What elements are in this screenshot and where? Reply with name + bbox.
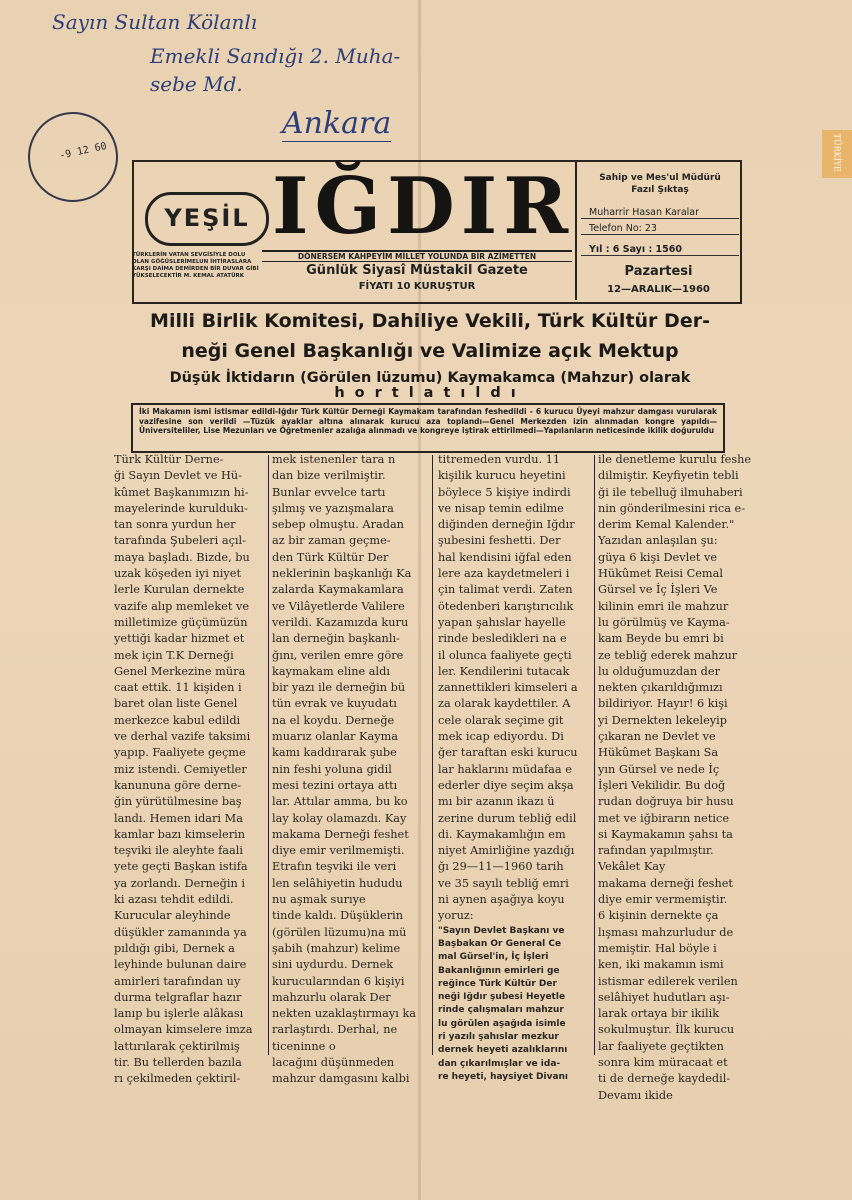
article-line: pıldığı gibi, Dernek a [114,941,235,955]
column-rule [594,455,595,1055]
article-line: nu aşmak surıye [272,893,366,907]
article-line: za olarak kaydettiler. A [438,697,571,711]
quoted-notice-line: dan çıkarılmışlar ve ida- [438,1058,561,1069]
article-line: rudan doğruya bir husu [598,795,734,809]
article-line: lere aza kaydetmeleri i [438,567,570,581]
postmark-stamp [20,104,127,211]
article-line: yete geçti Başkan istifa [114,860,248,874]
article-line: istismar edilerek verilen [598,974,738,988]
publication-info [575,160,740,300]
article-line: amirleri tarafından uy [114,974,241,988]
owner-title: Sahip ve Mes'ul Müdürü [599,173,721,183]
article-line: tarafında Şubeleri açıl- [114,534,246,548]
quoted-notice-line: ri yazılı şahıslar mezkur [438,1031,559,1042]
article-line: muarız olanlar Kayma [272,730,399,744]
article-line: Yazıdan anlaşılan şu: [598,534,718,548]
issue-day: Pazartesi [624,264,693,279]
article-line: ze tebliğ ederek mahzur [598,648,738,662]
ataturk-motto: TÜRKLERİN VATAN SEVGİSİYLE DOLU OLAN GÖĞÜSLERİMELUN İHTİRASLARA KARŞI DAİMA DEMİRDEN BİR DUVAR GİBİ YÜKSELECEKTİR M. KEMAL ATATÜRK [132,252,259,279]
editor-info: Muharrir Hasan Karalar [581,207,739,219]
article-line: bildiriyor. Hayır! 6 kişi [598,697,728,711]
article-line: az bir zaman geçme- [272,534,391,548]
article-line: güya 6 kişi Devlet ve [598,550,718,564]
article-line: den Türk Kültür Der [272,550,389,564]
quoted-notice-line: "Sayın Devlet Başkanı ve [438,925,565,936]
article-line: ya zorlandı. Derneğin i [114,876,245,890]
article-line: diye emir vermemiştir. [598,893,728,907]
article-line: şabih (mahzur) kelime [272,941,401,955]
article-line: kurucularından 6 kişiyi [272,974,405,988]
article-line: ğı 29—11—1960 tarih [438,860,564,874]
quoted-notice-line: Başbakan Or General Ce [438,938,562,949]
quoted-notice-line: neği Iğdır şubesi Heyetle [438,992,566,1003]
article-line: ile denetleme kurulu feshe [598,453,752,466]
article-line: rarlaştırdı. Derhal, ne [272,1023,398,1037]
article-line: tir. Bu tellerden bazıla [114,1055,242,1069]
article-line: makama Derneği feshet [272,827,409,841]
article-line: mek istenenler tara n [272,453,396,466]
article-line: lışması mahzurludur de [598,925,734,939]
quoted-notice-line: reğince Türk Kültür Der [438,978,557,989]
article-line: larak ortaya bir ikilik [598,1007,720,1021]
article-line: mahzurlu olarak Der [272,990,391,1004]
article-line: ğını, verilen emre göre [272,648,404,662]
article-line: kilinin emri ile mahzur [598,599,729,613]
article-line: nin gönderilmesini rica e- [598,501,746,515]
price-line: FİYATI 10 KURUŞTUR [358,281,476,292]
article-line: ederler diye seçim akşa [438,778,574,792]
article-line: çıkaran ne Devlet ve [598,730,716,744]
article-line: ğer taraftan eski kurucu [438,746,578,760]
article-line: ği Sayın Devlet ve Hü- [114,469,242,483]
article-line: yapıp. Faaliyete geçme [114,746,246,760]
postage-stamp [822,130,852,178]
article-line: ken, iki makamın ismi [598,958,724,972]
article-line: ve derhal vazife taksimi [114,730,251,744]
article-line: Hükûmet Reisi Cemal [598,567,723,581]
article-line: sini uydurdu. Dernek [272,958,394,972]
article-line: ticeninne o [272,1039,336,1053]
article-line: lacağını düşünmeden [272,1055,395,1069]
handwritten-city: Ankara [282,106,392,141]
article-line: il olunca faaliyete geçti [438,648,572,662]
column-rule [268,455,269,1055]
article-line: dan bize verilmiştir. [272,469,386,483]
article-line: nin feshi yoluna gidil [272,762,392,776]
article-line: Hükûmet Başkanı Sa [598,746,719,760]
article-line: lar. Attılar amma, bu ko [272,795,408,809]
article-line: yın Gürsel ve nede İç [598,762,720,776]
article-line: si Kaymakamın şahsı ta [598,827,733,841]
article-line: kam Beyde bu emri bi [598,632,724,646]
article-line: kamı kaddırarak şube [272,746,397,760]
article-line: kaymakam eline aldı [272,664,390,678]
article-line: uzak köşeden iyi niyet [114,567,242,581]
article-line: verildi. Kazamızda kuru [272,615,409,629]
phone-info: Telefon No: 23 [581,223,739,235]
article-line: hal kendisini iğfal eden [438,550,572,564]
article-line: ler. Kendilerini tutacak [438,664,570,678]
article-line: mayelerinde kuruldukı- [114,501,248,515]
handwritten-department: sebe Md. [150,72,243,96]
article-line: lar faaliyete geçtikten [598,1039,724,1053]
article-line: yi Dernekten lekeleyip [598,713,727,727]
article-line: lay kolay olamazdı. Kay [272,811,407,825]
article-line: cele olarak seçime git [438,713,564,727]
article-line: zerine durum tebliğ edil [438,811,577,825]
headline-line-1: Milli Birlik Komitesi, Dahiliye Vekili, Türk Kültür Der- [150,310,710,332]
article-line: di. Kaymakamlığın em [438,827,566,841]
quoted-notice-line: re heyeti, haysiyet Divanı [438,1071,569,1082]
article-line: zannettikleri kimseleri a [438,681,578,695]
article-line: zalarda Kaymakamlara [272,583,404,597]
article-line: mek icap ediyordu. Di [438,730,564,744]
article-line: Bunlar evvelce tartı [272,485,386,499]
article-line: tan sonra yurdun her [114,518,236,532]
article-line: Etrafın teşviki ile veri [272,860,397,874]
quoted-notice-line: lu görülen aşağıda isimle [438,1018,566,1029]
issue-date: 12—ARALIK—1960 [607,284,710,295]
article-line: 6 kişinin dernekte ça [598,909,719,923]
article-line: Gürsel ve İç İşleri Ve [598,583,718,597]
article-line: nekten çıkarıldığımızı [598,681,723,695]
article-line: ve 35 sayılı tebliğ emri [438,876,569,890]
handwritten-office: Emekli Sandığı 2. Muha- [150,44,401,68]
article-line: böylece 5 kişiye indirdi [438,485,571,499]
article-line: landı. Hemen idari Ma [114,811,243,825]
article-line: bir yazı ile derneğin bü [272,681,406,695]
article-line: makama derneği feshet [598,876,733,890]
article-line: len selâhiyetin hududu [272,876,403,890]
article-line: diğinden derneğin Iğdır [438,518,575,532]
subheadline-line-2: hortlatıldı [334,385,526,401]
article-line: kanununa göre derne- [114,778,242,792]
article-line: caat ettik. 11 kişiden i [114,681,242,695]
article-line: rı çekilmeden çektiril- [114,1072,241,1086]
headline-line-2: neği Genel Başkanlığı ve Valimize açık Mektup [181,340,679,362]
article-line: Vekâlet Kay [598,860,666,874]
article-line: vazife alıp memleket ve [114,599,250,613]
article-line: selâhiyet hudutları aşı- [598,990,730,1004]
article-line: şubesini feshetti. Der [438,534,561,548]
article-line: lerle Kurulan dernekte [114,583,245,597]
article-line: İşleri Vekilidir. Bu doğ [598,778,726,792]
article-line: nekten uzaklaştırmayı ka [272,1007,417,1021]
article-column-2 [272,452,428,1088]
article-line: lattırılarak çektirilmiş [114,1039,240,1053]
article-line: leyhinde bulunan daire [114,958,247,972]
article-line: ve nisap temin edilme [438,501,564,515]
article-line: na el koydu. Derneğe [272,713,395,727]
article-line: milletimize güçümüzün [114,615,248,629]
article-line: maya başladı. Bizde, bu [114,550,250,564]
owner-info [585,172,735,196]
article-line: lanıp bu işlerle alâkası [114,1007,244,1021]
quoted-notice-line: Bakanlığının emirleri ge [438,965,560,976]
article-line: mahzur damgasını kalbi [272,1072,410,1086]
masthead-slogan: DÖNERSEM KAHPEYİM MİLLET YOLUNDA BİR AZİMETTEN [262,250,572,262]
article-line: ki azası tehdit edildi. [114,893,234,907]
postmark-date: -9 12 60 [58,140,108,162]
article-line: Türk Kültür Derne- [114,453,224,466]
article-line: met ve iğbirarın netice [598,811,730,825]
postage-stamp-text: TÜRKİYE [832,133,842,172]
article-line: tün evrak ve kuyudatı [272,697,397,711]
article-line: şılmış ve yazışmalara [272,501,394,515]
article-line: teşviki ile aleyhte faali [114,844,243,858]
masthead-logo-small: YEŞİL [145,192,269,246]
article-line: düşükler zamanında ya [114,925,247,939]
article-line: yettiği kadar hizmet et [114,632,245,646]
article-line: ve Vilâyetlerde Valilere [272,599,405,613]
article-line: Kurucular aleyhinde [114,909,231,923]
article-line: diye emir verilmemişti. [272,844,405,858]
quoted-notice-line: mal Gürsel'in, İç İşleri [438,952,549,963]
subheadline-line-1: Düşük İktidarın (Görülen lüzumu) Kaymakamca (Mahzur) olarak [169,370,691,386]
article-line: rafından yapılmıştır. [598,844,714,858]
article-line: Genel Merkezine müra [114,664,246,678]
article-line: memiştir. Hal böyle i [598,941,717,955]
article-line: tinde kaldı. Düşüklerin [272,909,403,923]
masthead-title: IĞDIR [272,161,575,252]
article-line: durma telgraflar hazır [114,990,242,1004]
article-column-3 [438,452,590,1084]
article-line: ötedenberi karıştırıcılık [438,599,574,613]
article-line: olmayan kimselere imza [114,1023,253,1037]
article-line: sokulmuştur. İlk kurucu [598,1023,735,1037]
article-line: kûmet Başkanımızın hi- [114,485,249,499]
article-line: yapan şahıslar hayelle [438,615,566,629]
article-line: kamlar bazı kimselerin [114,827,245,841]
article-line: mı bir azanın ikazı ü [438,795,555,809]
article-line: rinde besledikleri na e [438,632,567,646]
article-line: lar haklarını müdafaa e [438,762,572,776]
article-line: titremeden vurdu. 11 [438,453,561,466]
article-line: neklerinin başkanlığı Ka [272,567,412,581]
article-line: lan derneğin başkanlı- [272,632,400,646]
article-line: niyet Amirliğine yazdığı [438,844,575,858]
owner-name: Fazıl Şıktaş [631,185,689,195]
article-line: mesi tezini ortaya attı [272,778,398,792]
article-line: sebep olmuştu. Aradan [272,518,404,532]
article-line: ği ile tebelluğ ilmuhaberi [598,485,743,499]
article-line: Devamı ikide [598,1088,673,1102]
article-line: derim Kemal Kalender." [598,518,735,532]
quoted-notice-line: dernek heyeti azalıklarını [438,1045,568,1056]
article-line: lu görülmüş ve Kayma- [598,615,730,629]
article-summary: İki Makamın ismi istismar edildi-Iğdır Türk Kültür Derneği Kaymakam tarafından feshedildi - 6 kurucu Üyeyi mahzur damgası vurularak vazifesine son verildi —Tüzük ayaklar altına alınarak kurucu aza toplandı—Genel Merkezden izin alınmadan kongre yapıldı—Üniversiteliler, Lise Mezunları ve Öğretmenler azalığa alınmadı ve kongreye iştirak ettirilmedi—Yapılanların neticesinde ikilik doğuruldu [131,403,725,453]
article-line: mek için T.K Derneği [114,648,234,662]
column-rule [432,455,433,1055]
article-line: sonra kim müracaat et [598,1055,728,1069]
year-issue: Yıl : 6 Sayı : 1560 [581,244,739,256]
gazette-description: Günlük Siyasî Müstakil Gazete [306,263,528,278]
quoted-notice-line: rinde çalışmaları mahzur [438,1005,564,1016]
article-line: (görülen lüzumu)na mü [272,925,407,939]
article-line: çin talimat verdi. Zaten [438,583,573,597]
article-column-1 [114,452,264,1088]
article-line: ti de derneğe kaydedil- [598,1072,731,1086]
article-line: ni aynen aşağıya koyu [438,893,565,907]
article-column-4 [598,452,752,1104]
article-line: baret olan liste Genel [114,697,238,711]
article-line: yoruz: [438,909,474,923]
article-line: lu olduğumuzdan der [598,664,720,678]
article-line: miz istendi. Cemiyetler [114,762,247,776]
article-line: kişilik kurucu heyetini [438,469,566,483]
article-line: merkezce kabul edildi [114,713,241,727]
handwritten-addressee: Sayın Sultan Kölanlı [52,10,258,34]
article-line: ğin yürütülmesine baş [114,795,242,809]
article-line: dilmiştir. Keyfiyetin tebli [598,469,739,483]
